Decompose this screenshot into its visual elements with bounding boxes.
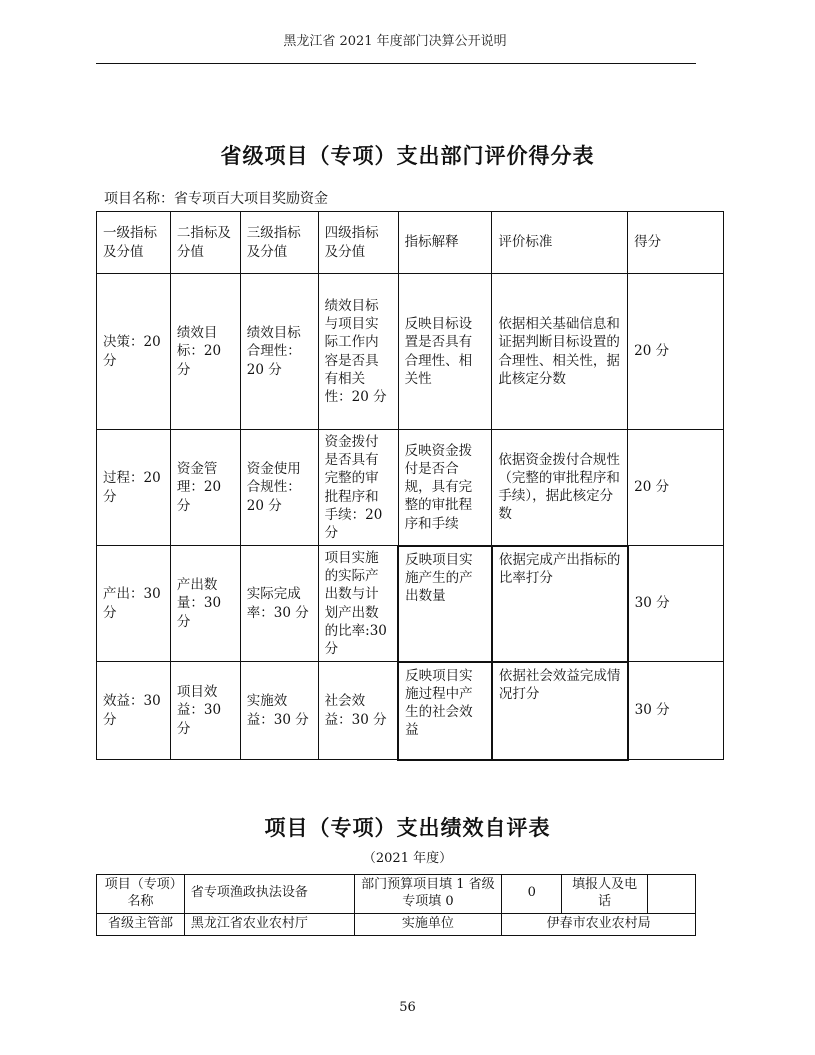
table-cell: 依据资金拨付合规性（完整的审批程序和手续），据此核定分数	[492, 430, 628, 546]
table-cell: 绩效目标合理性：20 分	[240, 274, 318, 430]
table-cell: 绩效目标：20分	[170, 274, 240, 430]
table-cell: 决策：20分	[97, 274, 171, 430]
header-cell: 一级指标及分值	[97, 212, 171, 274]
table-cell: 资金拨付是否具有完整的审批程序和手续：20分	[318, 430, 398, 546]
table-cell: 实际完成率：30 分	[240, 546, 318, 662]
table-cell	[648, 875, 696, 914]
project-name: 项目名称：省专项百大项目奖励资金	[104, 191, 328, 207]
table-row	[97, 274, 724, 430]
table-cell: 反映项目实施产生的产出数量	[398, 546, 492, 662]
table-header-row	[97, 212, 724, 274]
table-cell: 绩效目标与项目实际工作内容是否具有相关性：20 分	[318, 274, 398, 430]
score-table-title: 省级项目（专项）支出部门评价得分表	[220, 143, 595, 168]
self-eval-title: 项目（专项）支出绩效自评表	[264, 815, 551, 840]
table-cell: 实施单位	[354, 913, 502, 935]
table-cell: 依据相关基础信息和证据判断目标设置的合理性、相关性，据此核定分数	[492, 274, 628, 430]
table-cell: 反映项目实施过程中产生的社会效益	[398, 662, 492, 760]
table-row	[97, 913, 696, 935]
table-cell: 依据社会效益完成情况打分	[492, 662, 628, 760]
header-cell: 四级指标及分值	[318, 212, 398, 274]
table-row	[97, 546, 724, 662]
table-cell: 产出：30分	[97, 546, 171, 662]
table-cell: 项目效益：30分	[170, 662, 240, 760]
table-cell: 资金管理：20分	[170, 430, 240, 546]
score-table	[96, 211, 724, 761]
table-cell: 反映资金拨付是否合规，具有完整的审批程序和手续	[398, 430, 492, 546]
table-cell: 资金使用合规性：20 分	[240, 430, 318, 546]
table-cell: 项目（专项）名称	[97, 875, 185, 914]
table-cell: 实施效益：30 分	[240, 662, 318, 760]
table-cell: 产出数量：30分	[170, 546, 240, 662]
header-cell: 二指标及分值	[170, 212, 240, 274]
table-cell: 效益：30分	[97, 662, 171, 760]
table-row	[97, 430, 724, 546]
page-number: 56	[399, 1000, 416, 1015]
page-header: 黑龙江省 2021 年度部门决算公开说明	[283, 34, 507, 49]
table-row	[97, 662, 724, 760]
table-cell: 30 分	[628, 662, 724, 760]
table-cell: 反映目标设置是否具有合理性、相关性	[398, 274, 492, 430]
table-cell: 依据完成产出指标的比率打分	[492, 546, 628, 662]
table-cell: 省专项渔政执法设备	[184, 875, 354, 914]
header-cell: 得分	[628, 212, 724, 274]
header-cell: 指标解释	[398, 212, 492, 274]
self-eval-table	[96, 874, 696, 936]
table-cell: 填报人及电话	[562, 875, 648, 914]
table-cell: 部门预算项目填 1 省级专项填 0	[354, 875, 502, 914]
table-cell: 过程：20分	[97, 430, 171, 546]
self-eval-year: （2021 年度）	[362, 851, 453, 866]
table-cell: 黑龙江省农业农村厅	[184, 913, 354, 935]
header-rule	[96, 63, 696, 64]
table-cell: 项目实施的实际产出数与计划产出数的比率:30分	[318, 546, 398, 662]
table-row	[97, 875, 696, 914]
header-cell: 三级指标及分值	[240, 212, 318, 274]
table-cell: 伊春市农业农村局	[502, 913, 696, 935]
table-cell: 0	[502, 875, 562, 914]
header-cell: 评价标准	[492, 212, 628, 274]
table-cell: 20 分	[628, 430, 724, 546]
table-cell: 20 分	[628, 274, 724, 430]
table-cell: 30 分	[628, 546, 724, 662]
table-cell: 社会效益：30 分	[318, 662, 398, 760]
table-cell: 省级主管部	[97, 913, 185, 935]
